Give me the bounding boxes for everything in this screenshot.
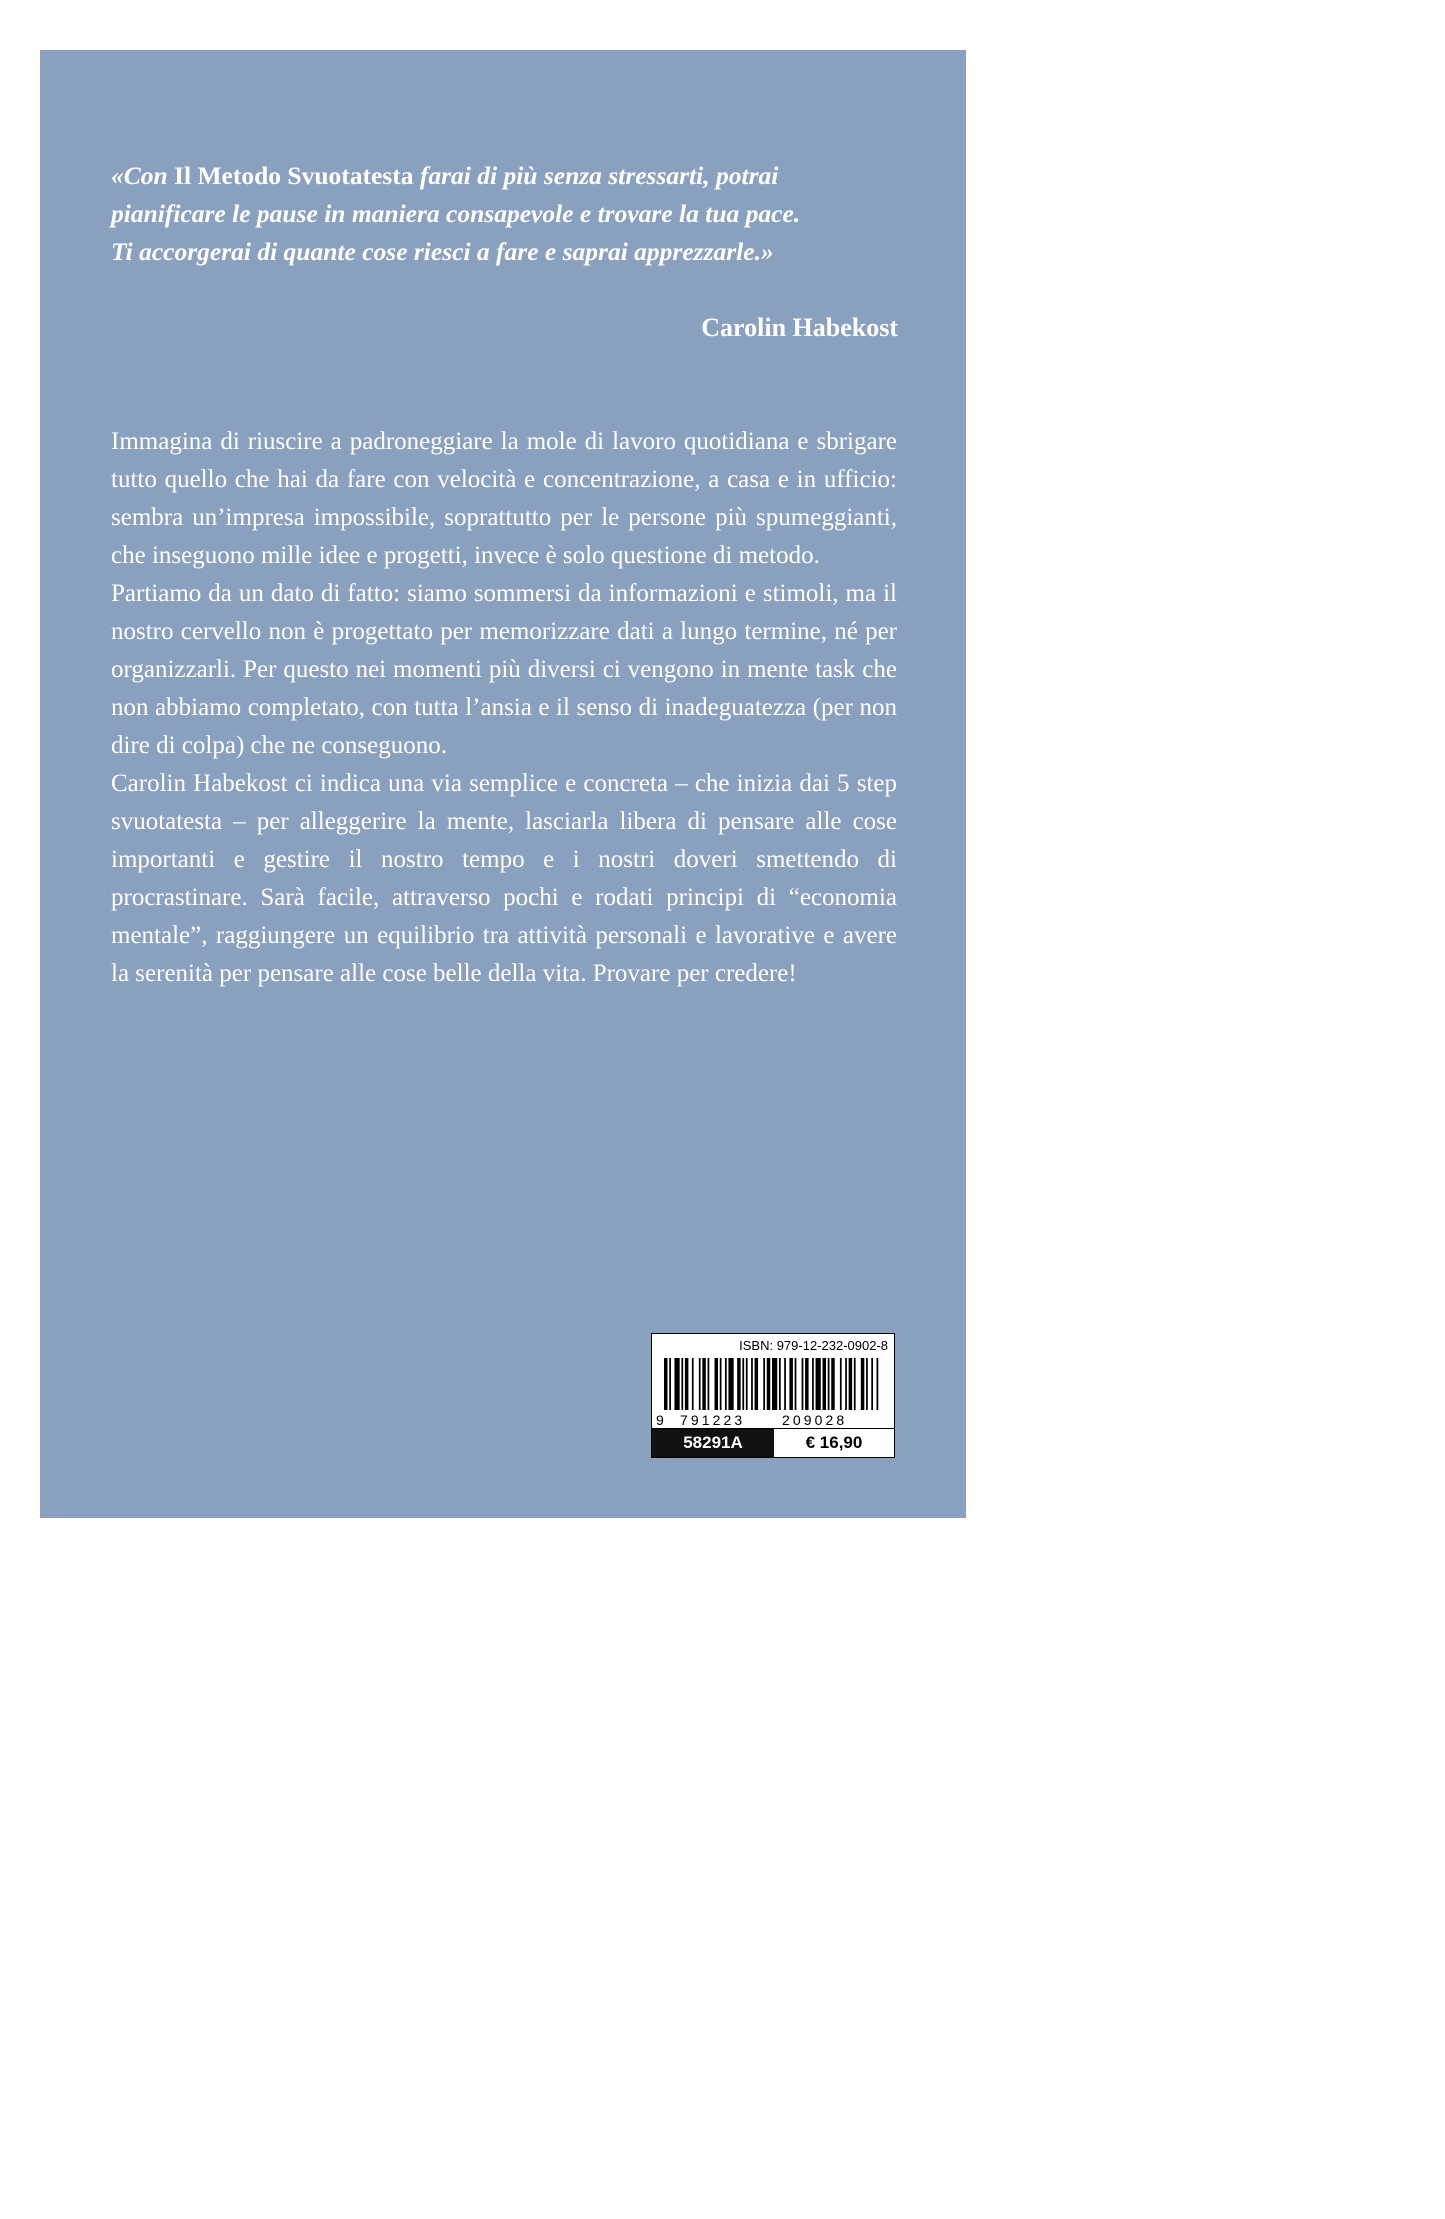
code-price-row [652,1428,894,1457]
description-paragraph: Carolin Habekost ci indica una via semplice e concreta – che inizia dai 5 step svuotatesta – per alleggerire la mente, lasciarla libera di pensare alle cose importanti e gestire il nostro tempo e i nostri doveri smettendo di procrastinare. Sarà facile, attraverso pochi e rodati principi di “economia mentale”, raggiungere un equilibrio tra attività personali e lavorative e avere la serenità per pensare alle cose belle della vita. Provare per credere! [111,770,897,987]
barcode-box [651,1333,895,1458]
description-paragraph: Immagina di riuscire a padroneggiare la mole di lavoro quotidiana e sbrigare tutto quello che hai da fare con velocità e concentrazione, a casa e in ufficio: sembra un’impresa impossibile, soprattutto per le persone più spumeggianti, che inseguono mille idee e progetti, invece è solo questione di metodo. [111,428,897,569]
book-title: Il Metodo Svuotatesta [174,161,414,190]
barcode-digits-left: 791223 [680,1412,746,1428]
quote-line-2: pianificare le pause in maniera consapevole e trovare la tua pace. [111,199,801,228]
blurb-quote [111,157,911,271]
product-code: 58291A [652,1429,774,1457]
quote-line-3: Ti accorgerai di quante cose riesci a fare e saprai apprezzarle.» [111,237,774,266]
quote-open: «Con [111,161,175,190]
quote-line-1-rest: farai di più senza stressarti, potrai [413,161,779,190]
barcode-digits-right: 209028 [782,1412,848,1428]
barcode-bars [664,1358,880,1410]
barcode-digit-lead: 9 [656,1412,664,1428]
isbn-label: ISBN: 979-12-232-0902-8 [739,1338,888,1353]
book-description [111,423,897,993]
quote-author: Carolin Habekost [701,313,898,342]
price-label: € 16,90 [805,1433,863,1452]
description-paragraph: Partiamo da un dato di fatto: siamo sommersi da informazioni e stimoli, ma il nostro cervello non è progettato per memorizzare dati a lungo termine, né per organizzarli. Per questo nei momenti più diversi ci vengono in mente task che non abbiamo completato, con tutta l’ansia e il senso di inadeguatezza (per non dire di colpa) che ne conseguono. [111,580,897,759]
